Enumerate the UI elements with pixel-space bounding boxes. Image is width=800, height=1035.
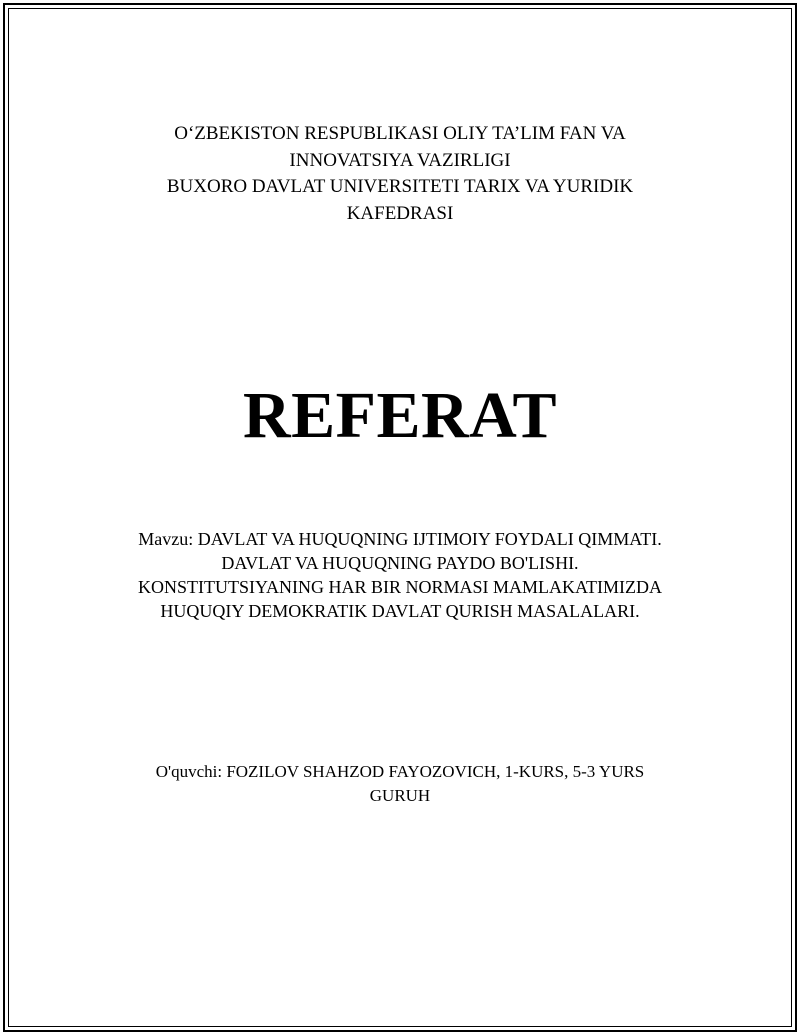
header-line: KAFEDRASI (346, 202, 454, 224)
header-line: O‘ZBEKISTON RESPUBLIKASI OLIY TA’LIM FAN VA (174, 123, 626, 144)
topic-line: HUQUQIY DEMOKRATIK DAVLAT QURISH MASALALARI. (160, 601, 640, 621)
topic-line: DAVLAT VA HUQUQNING PAYDO BO'LISHI. (221, 553, 579, 573)
header-line: INNOVATSIYA VAZIRLIGI (289, 149, 511, 171)
ministry-header (0, 121, 800, 227)
topic-block (0, 527, 800, 623)
topic-line: Mavzu: DAVLAT VA HUQUQNING IJTIMOIY FOYDALI QIMMATI. (138, 529, 662, 549)
topic-line: KONSTITUTSIYANING HAR BIR NORMASI MAMLAKATIMIZDA (138, 577, 662, 597)
document-title: REFERAT (243, 379, 557, 452)
student-line: GURUH (369, 786, 431, 805)
header-line: BUXORO DAVLAT UNIVERSITETI TARIX VA YURIDIK (166, 176, 634, 197)
student-info (0, 760, 800, 808)
student-line: O'quvchi: FOZILOV SHAHZOD FAYOZOVICH, 1-KURS, 5-3 YURS (155, 762, 645, 781)
